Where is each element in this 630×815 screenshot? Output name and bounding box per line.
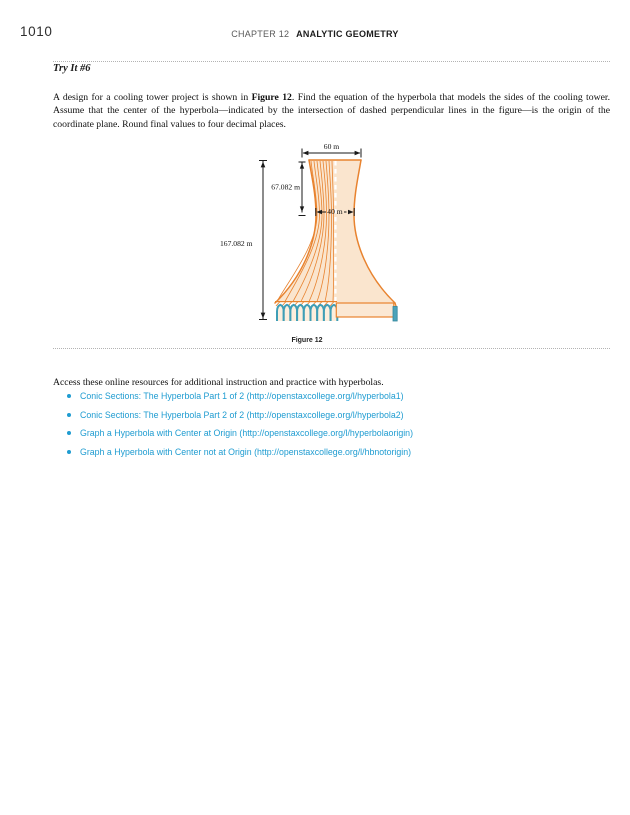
resource-link-hyperbola-part2[interactable] [67,410,413,420]
label-waist-width: 40 m [327,207,343,216]
label-upper-height: 67.082 m [271,182,300,192]
cooling-tower-diagram [215,140,425,350]
tryit-text-after: . Find the equation of the hyperbola that models the sides of the cooling tower. Assume that the center of the hyperbola—indicated by the intersection of dashed perpendicular lines in the figure—is the origin of the coordinate plane. Round final values to four decimal places. [53,91,611,130]
tryit-text-before: A design for a cooling tower project is shown in [53,91,252,103]
figure-reference: Figure 12 [251,91,292,103]
tryit-problem-text [53,91,610,131]
page-number: 1010 [20,24,53,39]
cooling-tower-figure [215,140,425,350]
resource-link-hyperbola-origin[interactable] [67,428,413,438]
section-divider-mid [53,348,610,349]
resource-link-label[interactable]: Conic Sections: The Hyperbola Part 2 of 2 (http://openstaxcollege.org/l/hyperbola2) [80,409,404,420]
base-pillar-right [393,307,397,322]
arch-supports [277,305,337,321]
chapter-label: CHAPTER 12 [231,29,290,39]
figure-caption: Figure 12 [291,337,323,344]
resource-link-label[interactable]: Graph a Hyperbola with Center at Origin (http://openstaxcollege.org/l/hyperbolaorigin) [80,428,413,439]
resource-link-hyperbola-not-origin[interactable] [67,447,413,457]
bullet-icon [67,431,71,435]
resources-intro: Access these online resources for additional instruction and practice with hyperbolas. [53,376,384,388]
bullet-icon [67,413,71,417]
resources-list [67,391,413,465]
bullet-icon [67,450,71,454]
base-band-right [336,303,394,317]
bullet-icon [67,394,71,398]
label-top-width: 60 m [323,142,340,151]
dimension-total-height [259,161,267,320]
running-head [0,29,630,39]
resource-link-label[interactable]: Graph a Hyperbola with Center not at Origin (http://openstaxcollege.org/l/hbnotorigin) [80,446,412,457]
resource-link-label[interactable]: Conic Sections: The Hyperbola Part 1 of 2 (http://openstaxcollege.org/l/hyperbola1) [80,391,404,401]
chapter-title: ANALYTIC GEOMETRY [296,29,399,39]
resource-link-hyperbola-part1[interactable] [67,391,413,401]
label-total-height: 167.082 m [220,239,253,248]
tryit-heading: Try It #6 [53,63,91,74]
section-divider-top [53,61,610,62]
